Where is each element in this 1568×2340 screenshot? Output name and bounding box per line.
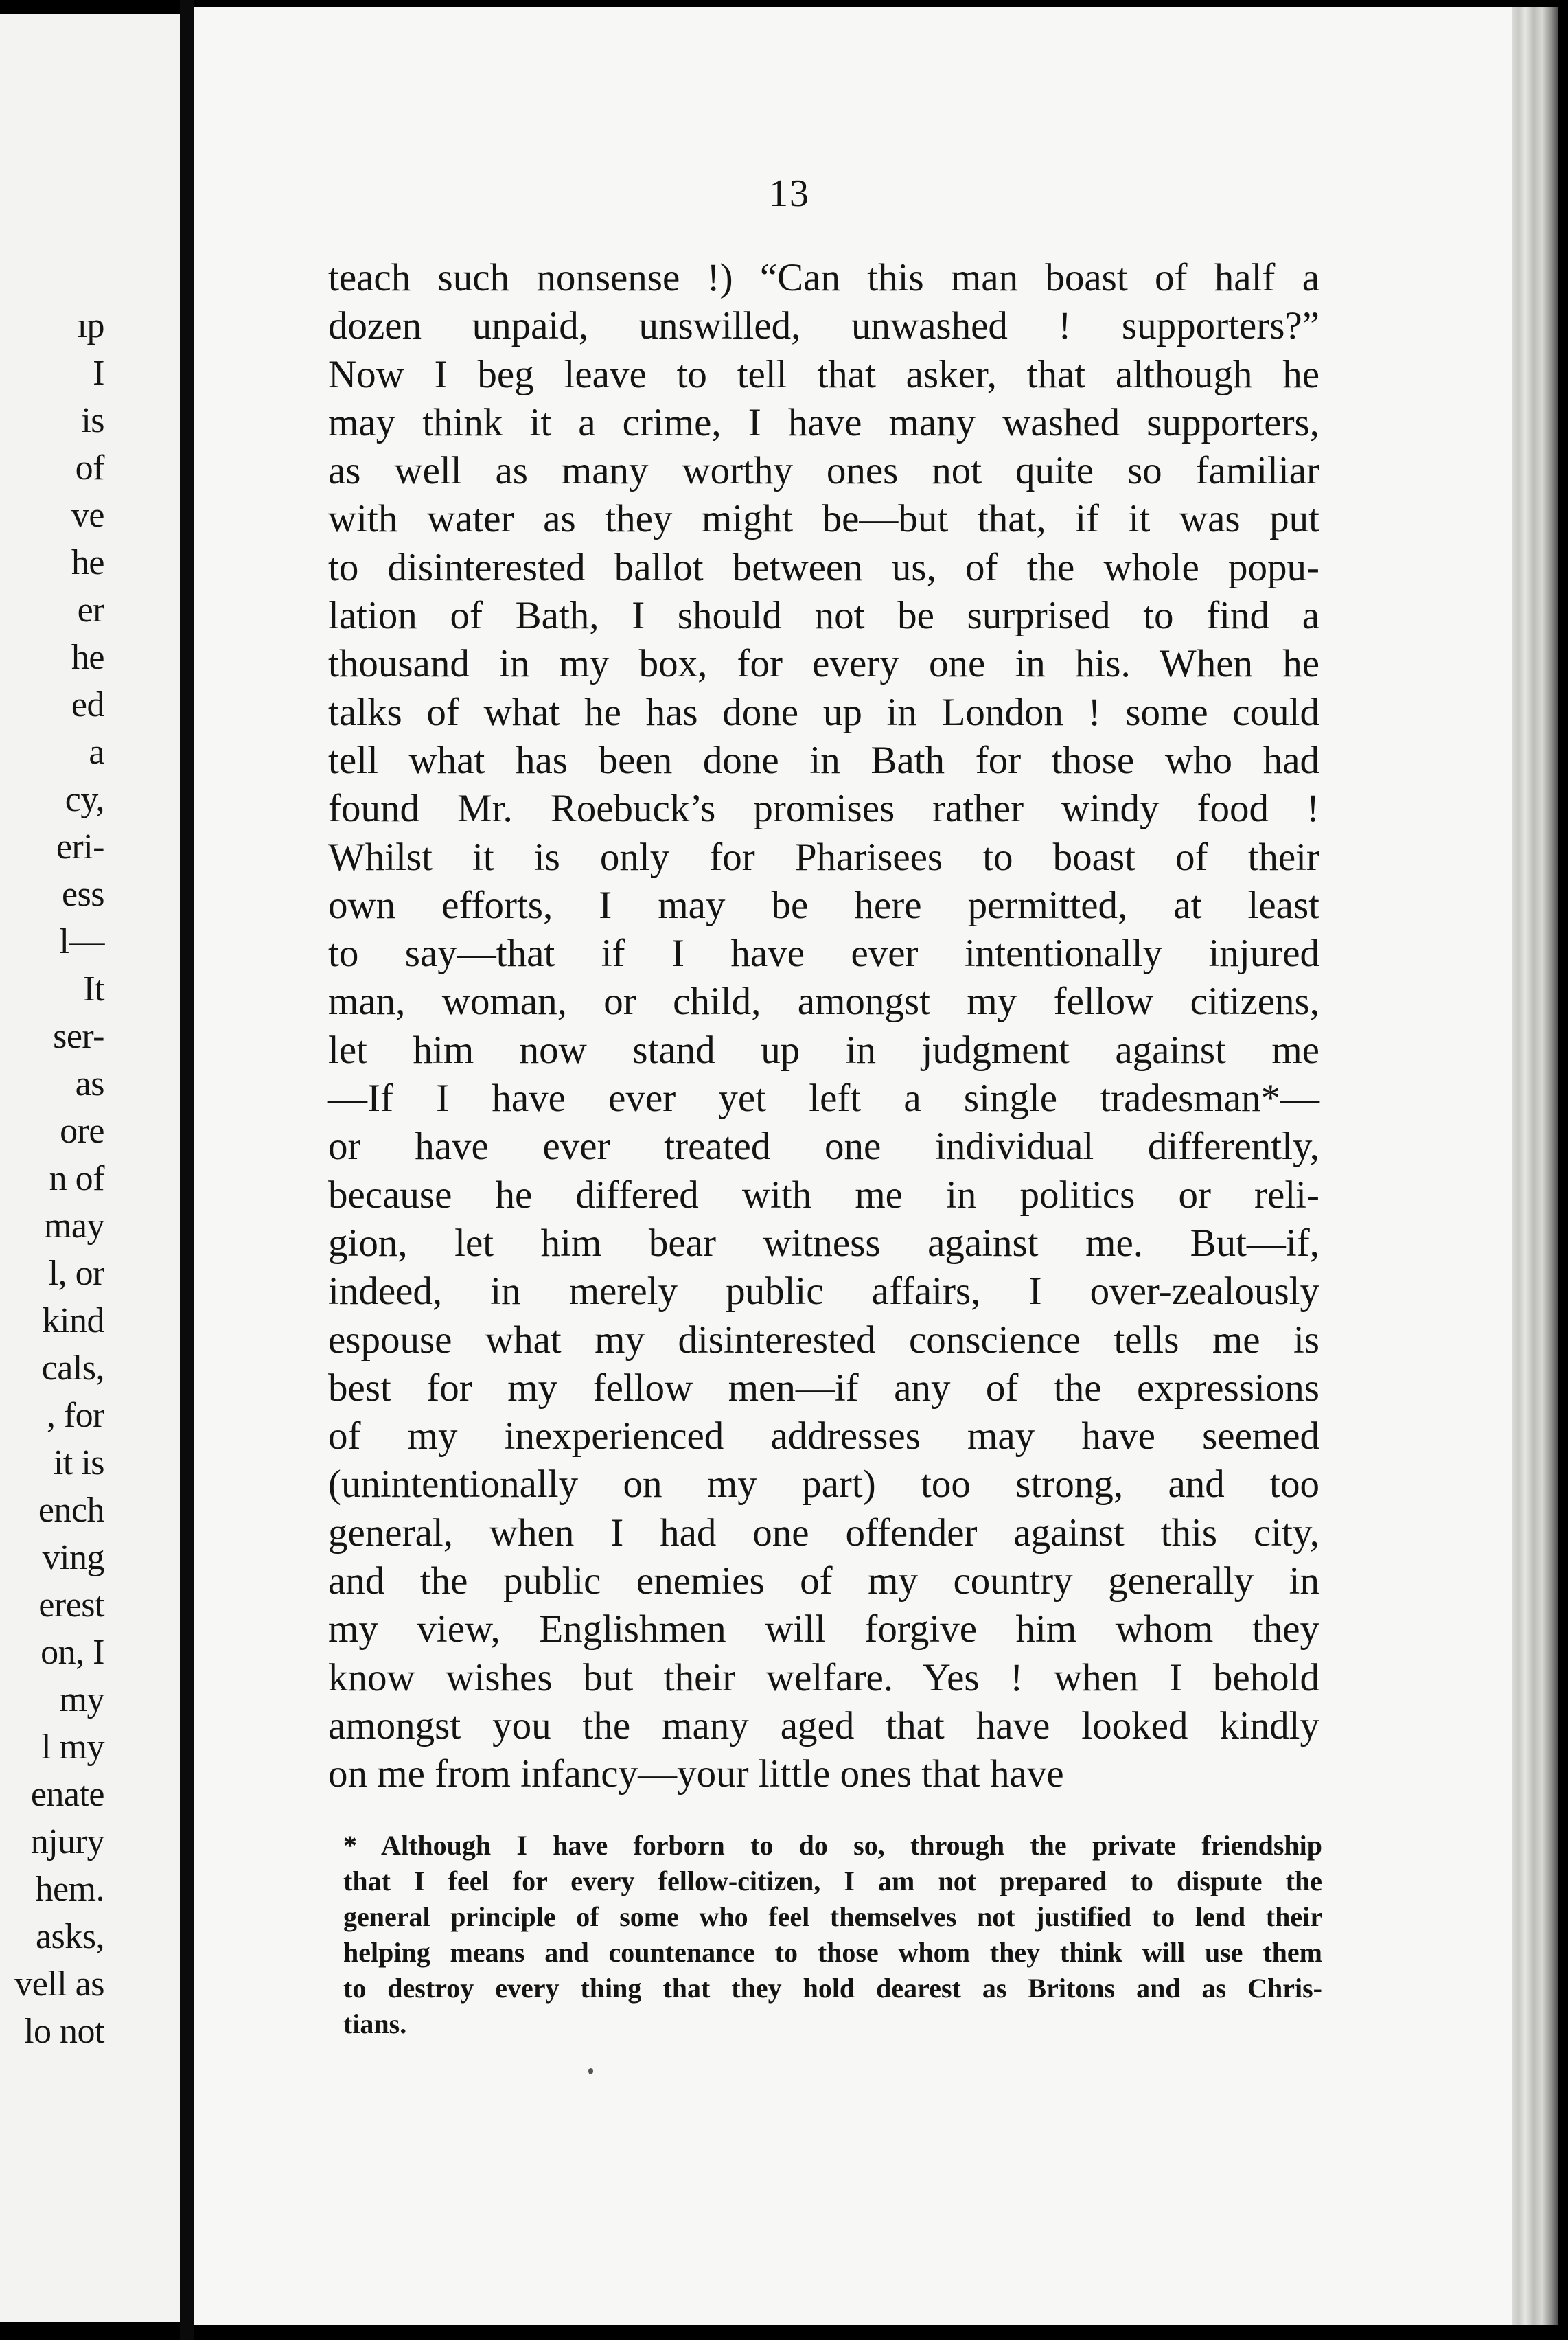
body-line: know wishes but their welfare. Yes ! when I behold — [328, 1655, 1319, 1699]
body-line: let him now stand up in judgment against me — [328, 1028, 1319, 1072]
body-line: as well as many worthy ones not quite so familiar — [328, 449, 1319, 493]
left-fragment: hem. — [35, 1870, 104, 1909]
body-line: Now I beg leave to tell that asker, that although he — [328, 352, 1319, 396]
left-fragment: cals, — [41, 1349, 104, 1388]
body-line: lation of Bath, I should not be surprised to find a — [328, 594, 1319, 638]
body-text — [328, 254, 1319, 1799]
left-fragment: ench — [38, 1491, 104, 1530]
left-fragment: It — [83, 970, 104, 1009]
body-line: and the public enemies of my country generally in — [328, 1559, 1319, 1603]
left-fragment: cy, — [65, 780, 104, 819]
left-fragment: kind — [42, 1301, 104, 1340]
body-line: man, woman, or child, amongst my fellow citizens, — [328, 980, 1319, 1024]
left-fragment: eri- — [56, 827, 104, 867]
book-gutter — [180, 0, 194, 2340]
body-line: because he differed with me in politics or reli- — [328, 1173, 1319, 1217]
left-fragment: it is — [53, 1443, 104, 1482]
body-line: to say—that if I have ever intentionally injured — [328, 932, 1319, 976]
left-fragment: njury — [30, 1822, 104, 1861]
body-line: best for my fellow men—if any of the expressions — [328, 1366, 1319, 1410]
left-page-text — [0, 302, 104, 2055]
body-line: dozen unpaid, unswilled, unwashed ! supporters?” — [328, 304, 1319, 348]
left-page — [0, 14, 182, 2322]
left-fragment: I — [93, 354, 104, 393]
left-fragment: a — [89, 733, 104, 772]
left-fragment: l, or — [48, 1254, 104, 1293]
body-line: general, when I had one offender against this city, — [328, 1511, 1319, 1555]
body-line: gion, let him bear witness against me. But—if, — [328, 1221, 1319, 1265]
page-edges — [1512, 7, 1558, 2325]
left-fragment: ser- — [53, 1017, 104, 1056]
body-line: on me from infancy—your little ones that have — [328, 1752, 1064, 1796]
body-line: my view, Englishmen will forgive him whom they — [328, 1607, 1319, 1651]
left-fragment: may — [43, 1206, 104, 1246]
body-line: (unintentionally on my part) too strong, and too — [328, 1462, 1319, 1506]
left-fragment: ore — [60, 1112, 104, 1151]
left-fragment: is — [81, 401, 104, 440]
footnote-line: tians. — [343, 2008, 407, 2039]
body-line: —If I have ever yet left a single tradesman*— — [328, 1077, 1319, 1121]
left-fragment: l my — [41, 1728, 104, 1767]
footnote — [343, 1828, 1322, 2042]
footnote-line: * Although I have forborn to do so, through the private friendship — [343, 1830, 1322, 1861]
left-fragment: on, I — [41, 1633, 104, 1672]
left-fragment: , for — [46, 1396, 104, 1435]
footnote-line: general principle of some who feel themselves not justified to lend their — [343, 1901, 1322, 1932]
left-fragment: as — [75, 1064, 104, 1103]
body-line: with water as they might be—but that, if it was put — [328, 497, 1319, 541]
body-line: espouse what my disinterested conscience tells me is — [328, 1318, 1319, 1362]
left-fragment: ess — [61, 875, 104, 914]
body-line: or have ever treated one individual differently, — [328, 1125, 1319, 1169]
left-fragment: er — [77, 590, 104, 630]
body-line: Whilst it is only for Pharisees to boast of their — [328, 835, 1319, 879]
body-line: own efforts, I may be here permitted, at least — [328, 883, 1319, 927]
body-line: indeed, in merely public affairs, I over-zealously — [328, 1270, 1319, 1314]
left-fragment: asks, — [35, 1917, 104, 1956]
footnote-line: helping means and countenance to those whom they think will use them — [343, 1937, 1322, 1968]
left-fragment: he — [71, 638, 104, 677]
body-line: tell what has been done in Bath for those who had — [328, 738, 1319, 782]
ink-speck — [588, 2068, 593, 2074]
left-fragment: l— — [59, 922, 104, 961]
left-fragment: ıp — [77, 306, 104, 345]
footnote-line: that I feel for every fellow-citizen, I am not prepared to dispute the — [343, 1866, 1322, 1896]
body-line: teach such nonsense !) “Can this man boast of half a — [328, 256, 1319, 299]
page-number: 13 — [769, 172, 810, 215]
body-line: of my inexperienced addresses may have seemed — [328, 1414, 1319, 1458]
left-fragment: my — [59, 1680, 104, 1719]
left-fragment: ving — [42, 1538, 104, 1577]
footnote-line: to destroy every thing that they hold dearest as Britons and as Chris- — [343, 1973, 1322, 2004]
body-line: talks of what he has done up in London ! some could — [328, 690, 1319, 734]
body-line: found Mr. Roebuck’s promises rather windy food ! — [328, 787, 1319, 831]
left-fragment: erest — [38, 1585, 104, 1625]
body-line: to disinterested ballot between us, of the whole popu- — [328, 545, 1319, 589]
left-fragment: ed — [71, 685, 104, 724]
left-fragment: of — [75, 448, 104, 488]
body-line: amongst you the many aged that have looked kindly — [328, 1704, 1319, 1747]
body-line: thousand in my box, for every one in his. When he — [328, 642, 1319, 686]
body-line: may think it a crime, I have many washed supporters, — [328, 400, 1319, 444]
left-fragment: lo not — [24, 2012, 104, 2051]
left-fragment: enate — [30, 1775, 104, 1814]
left-fragment: n of — [49, 1159, 104, 1198]
left-fragment: ve — [71, 496, 104, 535]
left-fragment: vell as — [14, 1964, 104, 2004]
left-fragment: he — [71, 543, 104, 582]
